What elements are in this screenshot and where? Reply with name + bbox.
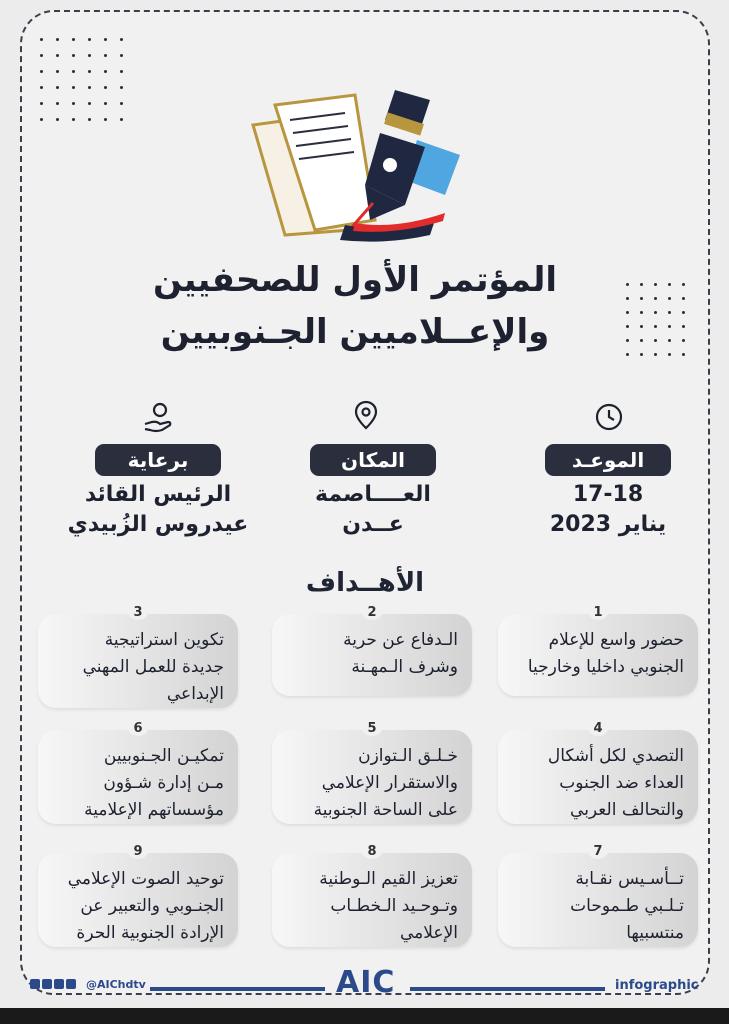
decorative-dot (654, 353, 657, 356)
decorative-dot (640, 311, 643, 314)
decorative-dot (654, 283, 657, 286)
decorative-dot (640, 297, 643, 300)
goal-card-8 (272, 844, 472, 947)
decorative-dot (120, 102, 123, 105)
social-handle: @AIChdtv (86, 978, 146, 991)
goal-number: 5 (362, 721, 382, 736)
decorative-dot (88, 86, 91, 89)
goals-heading: الأهــداف (305, 568, 425, 598)
decorative-dot (626, 283, 629, 286)
instagram-icon[interactable] (66, 979, 76, 989)
decorative-dot (72, 70, 75, 73)
goal-text: التصدي لكل أشكال العداء ضد الجنوب والتحالف العربي (547, 746, 684, 820)
decorative-dot (682, 311, 685, 314)
decorative-dot (626, 311, 629, 314)
goal-number: 6 (128, 721, 148, 736)
decorative-dot (40, 54, 43, 57)
facebook-icon[interactable] (30, 979, 40, 989)
decorative-dot (682, 353, 685, 356)
goal-card-7 (498, 844, 698, 947)
conference-title-line1: المؤتمر الأول للصحفيين (153, 260, 557, 300)
decorative-dot (668, 339, 671, 342)
social-icons (30, 979, 76, 989)
decorative-dot (40, 38, 43, 41)
location-pin-icon (349, 398, 383, 432)
date-value-month: يناير 2023 (549, 512, 667, 537)
twitter-icon[interactable] (42, 979, 52, 989)
goal-number: 1 (588, 605, 608, 620)
goal-text: حضور واسع للإعلام الجنوبي داخليا وخارجيا (527, 630, 684, 677)
date-value-days: 17-18 (572, 482, 644, 507)
decorative-dots-top-left (40, 38, 123, 121)
goal-card-4 (498, 721, 698, 824)
decorative-dot (120, 70, 123, 73)
conference-title-line2: والإعــلاميين الجـنوبيين (160, 312, 550, 352)
decorative-dot (56, 118, 59, 121)
goal-number: 3 (128, 605, 148, 620)
place-value-capital: العــــاصمة (315, 482, 431, 507)
brand-logo: AIC (336, 965, 396, 1000)
decorative-dot (654, 297, 657, 300)
decorative-dot (88, 118, 91, 121)
date-label: الموعـد (545, 444, 671, 476)
decorative-dot (40, 102, 43, 105)
decorative-dot (104, 54, 107, 57)
decorative-dot (104, 102, 107, 105)
decorative-dot (654, 325, 657, 328)
decorative-dot (654, 339, 657, 342)
decorative-dot (56, 86, 59, 89)
decorative-dot (668, 325, 671, 328)
decorative-dot (40, 118, 43, 121)
decorative-dot (640, 339, 643, 342)
goal-card-1 (498, 605, 698, 696)
decorative-dot (72, 118, 75, 121)
decorative-dot (40, 86, 43, 89)
goal-text: الـدفاع عن حرية وشرف الـمهـنة (343, 630, 458, 677)
decorative-dot (668, 297, 671, 300)
decorative-dot (640, 353, 643, 356)
goal-number: 9 (128, 844, 148, 859)
decorative-dot (88, 102, 91, 105)
decorative-dot (88, 70, 91, 73)
decorative-dot (668, 311, 671, 314)
footer-divider-right (410, 987, 605, 991)
hand-person-icon (142, 400, 176, 434)
patron-title: الرئيس القائد (84, 482, 232, 507)
decorative-dot (120, 54, 123, 57)
decorative-dot (56, 54, 59, 57)
goal-card-6 (38, 721, 238, 824)
decorative-dot (88, 38, 91, 41)
decorative-dot (104, 70, 107, 73)
goal-text: تمكيـن الجـنوبيين مـن إدارة شـؤون مؤسساتهم الإعلامية (84, 746, 224, 820)
goal-card-2 (272, 605, 472, 696)
goal-card-3 (38, 605, 238, 708)
goal-number: 4 (588, 721, 608, 736)
decorative-dot (668, 283, 671, 286)
decorative-dot (626, 325, 629, 328)
decorative-dot (682, 297, 685, 300)
decorative-dot (682, 325, 685, 328)
decorative-dot (668, 353, 671, 356)
decorative-dot (56, 38, 59, 41)
decorative-dots-right (626, 283, 685, 356)
decorative-dot (120, 38, 123, 41)
decorative-dot (56, 102, 59, 105)
decorative-dot (72, 54, 75, 57)
goal-text: تــأسـيس نقـابة تـلـبي طـموحات منتسبيها (570, 869, 684, 943)
decorative-dot (626, 339, 629, 342)
decorative-dot (88, 54, 91, 57)
pen-and-paper-logo-icon (245, 85, 475, 245)
decorative-dot (120, 118, 123, 121)
decorative-dot (120, 86, 123, 89)
decorative-dot (654, 311, 657, 314)
decorative-dot (72, 86, 75, 89)
patron-name: عيدروس الزُبيدي (67, 512, 249, 537)
decorative-dot (56, 70, 59, 73)
goal-text: توحيد الصوت الإعلامي الجنـوبي والتعبير عن الإرادة الجنوبية الحرة (67, 869, 224, 943)
goal-text: خـلـق الـتوازن والاستقرار الإعلامي على الساحة الجنوبية (313, 746, 458, 820)
decorative-dot (640, 283, 643, 286)
decorative-dot (682, 339, 685, 342)
decorative-dot (626, 353, 629, 356)
patronage-label: برعاية (95, 444, 221, 476)
goal-number: 7 (588, 844, 608, 859)
decorative-dot (626, 297, 629, 300)
youtube-icon[interactable] (54, 979, 64, 989)
decorative-dot (72, 38, 75, 41)
decorative-dot (682, 283, 685, 286)
clock-icon (592, 400, 626, 434)
goal-text: تكوين استراتيجية جديدة للعمل المهني الإبداعي (82, 630, 224, 704)
decorative-dot (72, 102, 75, 105)
goal-number: 8 (362, 844, 382, 859)
decorative-dot (40, 70, 43, 73)
goal-text: تعزيز القيم الـوطنية وتـوحـيد الـخطـاب الإعلامي (319, 869, 458, 943)
goal-card-5 (272, 721, 472, 824)
decorative-dot (104, 118, 107, 121)
goal-card-9 (38, 844, 238, 947)
place-label: المكان (310, 444, 436, 476)
decorative-dot (640, 325, 643, 328)
decorative-dot (104, 86, 107, 89)
footer-divider-left (150, 987, 325, 991)
goal-number: 2 (362, 605, 382, 620)
place-value-city: عــدن (342, 512, 404, 537)
decorative-dot (104, 38, 107, 41)
infographic-tag: infographic (615, 978, 699, 993)
bottom-bar (0, 1008, 729, 1024)
